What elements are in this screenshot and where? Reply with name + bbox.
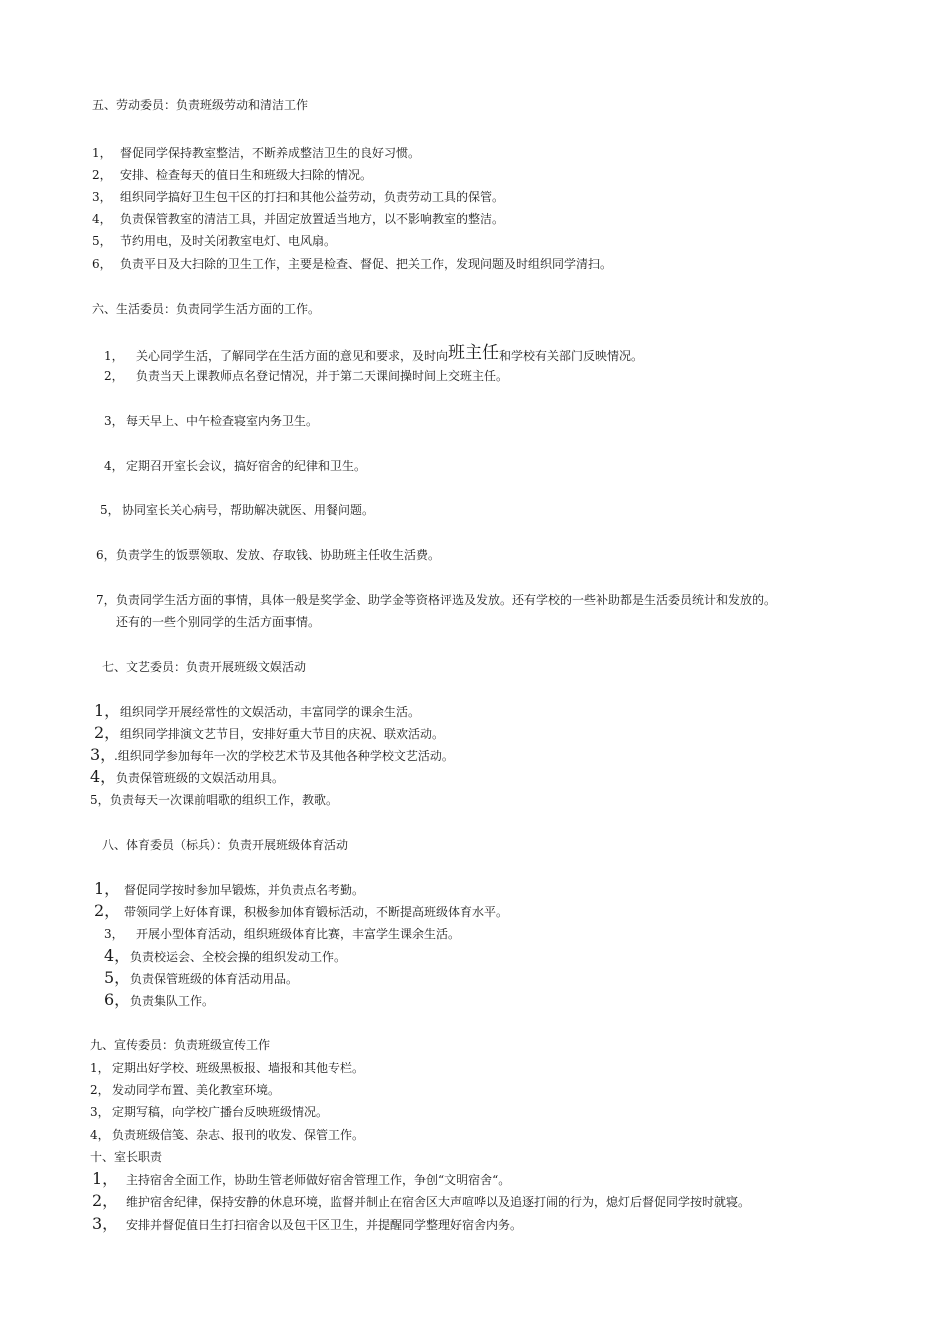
list-item: 4， 负责班级信笺、杂志、报刊的收发、保管工作。 <box>90 1128 365 1142</box>
section-heading: 九、宣传委员：负责班级宣传工作 <box>90 1038 271 1052</box>
list-item: 3， 组织同学搞好卫生包干区的打扫和其他公益劳动，负责劳动工具的保管。 <box>92 190 505 204</box>
list-item: 1， 定期出好学校、班级黑板报、墙报和其他专栏。 <box>90 1061 365 1075</box>
list-item: 1，组织同学开展经常性的文娱活动，丰富同学的课余生活。 <box>94 701 421 720</box>
list-item: 2， 安排、检查每天的值日生和班级大扫除的情况。 <box>92 168 373 182</box>
list-item: 2， 负责当天上课教师点名登记情况，并于第二天课间操时间上交班主任。 <box>104 369 509 383</box>
list-item: 4， 负责保管教室的清洁工具，并固定放置适当地方，以不影响教室的整洁。 <box>92 212 505 226</box>
list-item: 4，负责保管班级的文娱活动用具。 <box>90 767 285 786</box>
list-item: 6，负责学生的饭票领取、发放、存取钱、协助班主任收生活费。 <box>96 548 441 562</box>
section-heading: 六、生活委员：负责同学生活方面的工作。 <box>92 302 321 316</box>
list-item: 2， 发动同学布置、美化教室环境。 <box>90 1083 281 1097</box>
list-item: 5，负责每天一次课前唱歌的组织工作，教歌。 <box>90 793 339 807</box>
section-heading: 七、文艺委员：负责开展班级文娱活动 <box>102 660 307 674</box>
list-item: 1， 主持宿舍全面工作，协助生管老师做好宿舍管理工作，争创“文明宿舍“。 <box>92 1169 511 1188</box>
list-item: 3， 每天早上、中午检查寝室内务卫生。 <box>104 414 319 428</box>
emphasized-word: 班主任 <box>448 343 500 363</box>
list-item: 4，负责校运会、全校会操的组织发动工作。 <box>104 946 347 965</box>
list-item: 3， 定期写稿，向学校广播台反映班级情况。 <box>90 1105 329 1119</box>
section-heading: 十、室长职责 <box>90 1150 163 1164</box>
list-item: 1， 督促同学保持教室整洁，不断养成整洁卫生的良好习惯。 <box>92 146 421 160</box>
list-item: 3，.组织同学参加每年一次的学校艺术节及其他各种学校文艺活动。 <box>90 745 454 764</box>
list-item: 1， 督促同学按时参加早锻炼，并负责点名考勤。 <box>94 879 365 898</box>
section-heading: 五、劳动委员：负责班级劳动和清洁工作 <box>92 98 309 112</box>
list-item: 3， 开展小型体育活动，组织班级体育比赛，丰富学生课余生活。 <box>104 927 461 941</box>
list-item: 3， 安排并督促值日生打扫宿舍以及包干区卫生，并提醒同学整理好宿舍内务。 <box>92 1214 523 1233</box>
list-item: 2， 维护宿舍纪律，保持安静的休息环境，监督并制止在宿舍区大声喧哗以及追逐打闹的行为，熄灯后督促同学按时就寝。 <box>92 1191 751 1210</box>
list-item: 5，负责保管班级的体育活动用品。 <box>104 968 299 987</box>
list-item-continuation: 还有的一些个别同学的生活方面事情。 <box>116 615 321 629</box>
list-item: 6，负责集队工作。 <box>104 990 215 1009</box>
list-item: 2， 带领同学上好体育课，积极参加体育锻标活动，不断提高班级体育水平。 <box>94 901 509 920</box>
list-item: 4， 定期召开室长会议，搞好宿舍的纪律和卫生。 <box>104 459 367 473</box>
list-item: 1， 关心同学生活，了解同学在生活方面的意见和要求，及时向班主任和学校有关部门反映情况。 <box>104 343 644 363</box>
list-item: 5， 协同室长关心病号，帮助解决就医、用餐问题。 <box>100 503 375 517</box>
list-item: 2，组织同学排演文艺节目，安排好重大节目的庆祝、联欢活动。 <box>94 723 445 742</box>
list-item: 6， 负责平日及大扫除的卫生工作，主要是检查、督促、把关工作，发现问题及时组织同学清扫。 <box>92 257 613 271</box>
list-item: 7，负责同学生活方面的事情，具体一般是奖学金、助学金等资格评选及发放。还有学校的一些补助都是生活委员统计和发放的。 <box>96 593 777 607</box>
section-heading: 八、体育委员（标兵）：负责开展班级体育活动 <box>102 838 349 852</box>
list-item: 5， 节约用电，及时关闭教室电灯、电风扇。 <box>92 234 337 248</box>
